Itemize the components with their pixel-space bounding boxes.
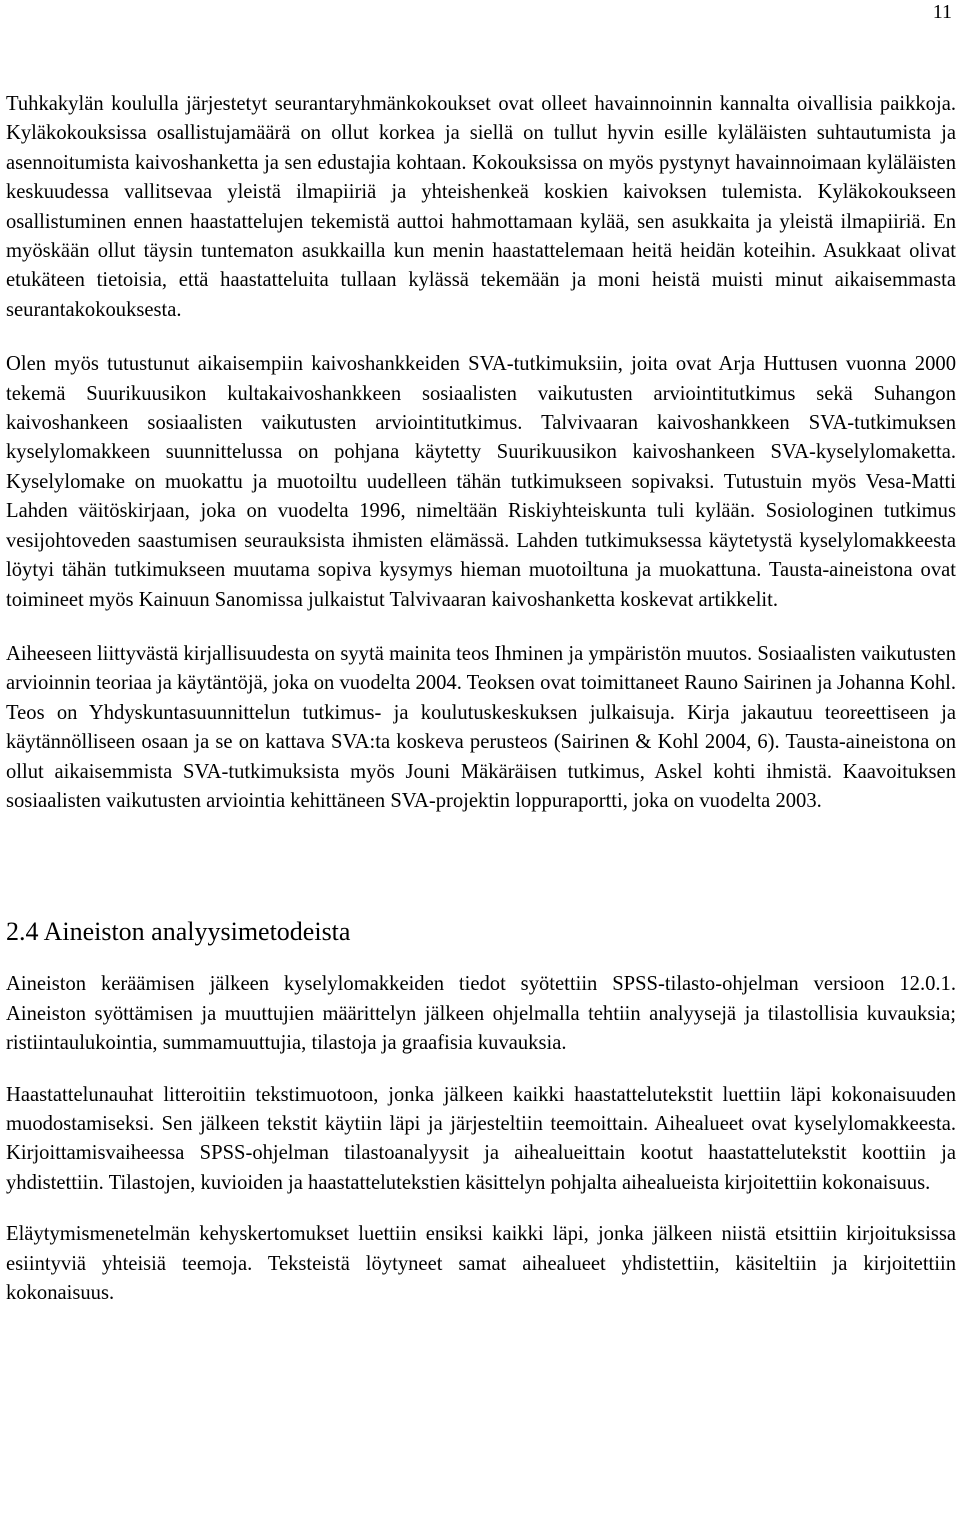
paragraph-interviews: Haastattelunauhat litteroitiin tekstimuotoon, jonka jälkeen kaikki haastattelutekstit luettiin läpi kokonaisuuden muodostamiseksi. Sen jälkeen tekstit käytiin läpi ja järjesteltiin teemoittain. Aihealueet ovat kyselylomakkeesta. Kirjoittamisvaiheessa SPSS-ohjelman tilastoanalyysit ja aihealueittain kootut haastattelutekstit koottiin ja yhdistettiin. Tilastojen, kuvioiden ja haastattelutekstien käsittelyn pohjalta aihealueista kirjoitettiin kokonaisuus. xyxy=(6,1083,956,1194)
paragraph-observation: Tuhkakylän koululla järjestetyt seurantaryhmänkokoukset ovat olleet havainnoinnin kannalta oivallisia paikkoja. Kyläkokouksissa osallistujamäärä on ollut korkea ja siellä on tullut hyvin esille kyläläisten suhtautumista ja asennoitumista kaivoshanketta ja sen edustajia kohtaan. Kokouksissa on myös pystynyt havainnoimaan kyläläisten keskuudessa vallitsevaa yleistä ilmapiiriä ja yhteishenkeä koskien kaivoksen tulemista. Kyläkokoukseen osallistuminen ennen haastattelujen tekemistä auttoi hahmottamaan kylää, sen asukkaita ja yleistä ilmapiiriä. En myöskään ollut täysin tuntematon asukkailla kun menin haastattelemaan heitä heidän koteihin. Asukkaat olivat etukäteen tietoisia, että haastatteluita tullaan kylässä tekemään ja moni heistä muisti minut aikaisemmasta seurantakokouksesta. xyxy=(6,93,956,321)
paragraph-literature: Aiheeseen liittyvästä kirjallisuudesta on syytä mainita teos Ihminen ja ympäristön muutos. Sosiaalisten vaikutusten arvioinnin teoriaa ja käytäntöjä, joka on vuodelta 2004. Teoksen ovat toimittaneet Rauno Sairinen ja Johanna Kohl. Teos on Yhdyskuntasuunnittelun tutkimus- ja koulutuskeskuksen julkaisuja. Kirja jakautuu teoreettiseen ja käytännölliseen osaan ja se on kattava SVA:ta koskeva perusteos (Sairinen & Kohl 2004, 6). Tausta-aineistona on ollut aikaisemmista SVA-tutkimuksista myös Jouni Mäkäräisen tutkimus, Askel kohti ihmistä. Kaavoituksen sosiaalisten vaikutusten arviointia kehittäneen SVA-projektin loppuraportti, joka on vuodelta 2003. xyxy=(6,642,956,812)
paragraph-sva-studies: Olen myös tutustunut aikaisempiin kaivoshankkeiden SVA-tutkimuksiin, joita ovat Arja Huttusen vuonna 2000 tekemä Suurikuusikon kultakaivoshankkeen sosiaalisten vaikutusten arviointitutkimus sekä Suhangon kaivoshankeen sosiaalisten vaikutusten arviointitutkimus. Talvivaaran kaivoshankkeen SVA-tutkimuksen kyselylomakkeen suunnittelussa on pohjana käytetty Suurikuusikon kaivoshankeen SVA-kyselylomaketta. Kyselylomake on muokattu ja muotoiltu uudelleen tähän tutkimukseen sopivaksi. Tutustuin myös Vesa-Matti Lahden väitöskirjaan, joka on vuodelta 1996, nimeltään Riskiyhteiskunta tuli kylään. Sosiologinen tutkimus vesijohtoveden saastumisen seurauksista ihmisten elämässä. Lahden tutkimuksessa käytetystä kyselylomakkeesta löytyi tähän tutkimukseen muutama sopiva kysymys hieman muotoiltuna ja muokattuna. Tausta-aineistona ovat toimineet myös Kainuun Sanomissa julkaistut Talvivaaran kaivoshanketta koskevat artikkelit. xyxy=(6,353,956,611)
paragraph-spss: Aineiston keräämisen jälkeen kyselylomakkeiden tiedot syötettiin SPSS-tilasto-ohjelman versioon 12.0.1. Aineiston syöttämisen ja muuttujien määrittelyn jälkeen ohjelmalla tehtiin analyysejä ja tilastollisia kuvauksia; ristiintaulukointia, summamuuttujia, tilastoja ja graafisia kuvauksia. xyxy=(6,973,956,1055)
document-body xyxy=(6,90,956,1308)
section-heading: 2.4 Aineiston analyysimetodeista xyxy=(6,917,351,947)
page-number: 11 xyxy=(932,1,952,23)
paragraph-empathy-method: Eläytymismenetelmän kehyskertomukset luettiin ensiksi kaikki läpi, jonka jälkeen niistä etsittiin kirjoituksissa esiintyviä yhteisiä teemoja. Teksteistä löytyneet samat aihealueet yhdistettiin, käsiteltiin ja kirjoitettiin kokonaisuus. xyxy=(6,1223,956,1304)
